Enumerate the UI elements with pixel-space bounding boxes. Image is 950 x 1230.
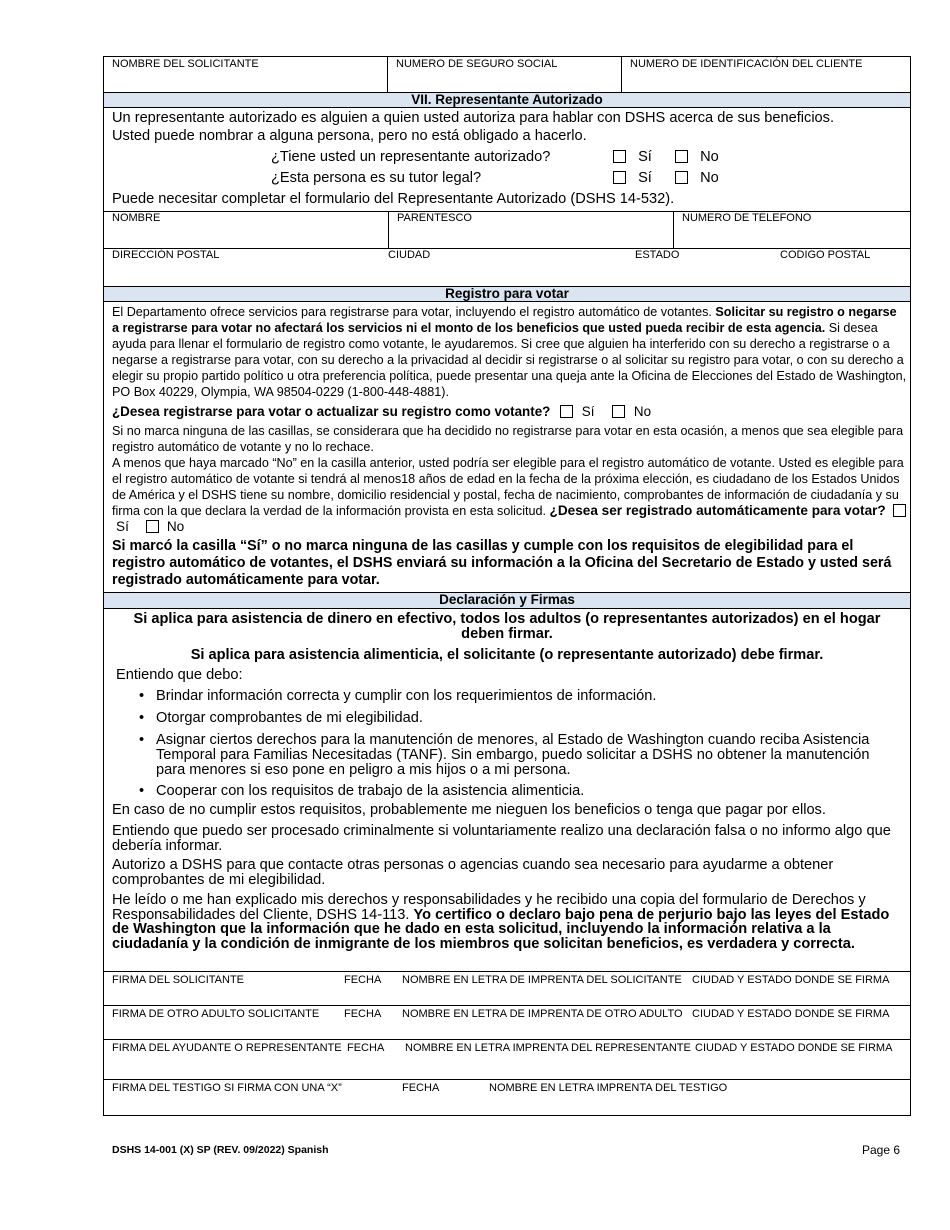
- other-adult-signature-label: FIRMA DE OTRO ADULTO SOLICITANTE: [112, 1008, 320, 1020]
- food-assistance-notice: Si aplica para asistencia alimenticia, el solicitante (o representante autorizado) debe firmar.: [190, 647, 824, 663]
- rep-zip-label: CODIGO POSTAL: [780, 249, 871, 261]
- register-no-checkbox[interactable]: [612, 405, 625, 418]
- applicant-signature-field[interactable]: [104, 972, 910, 1005]
- list-item: • Cooperar con los requisitos de trabajo de la asistencia alimenticia.: [139, 784, 899, 799]
- yes-label: Sí: [581, 404, 595, 419]
- representative-signature-field[interactable]: [104, 1040, 910, 1079]
- has-rep-yes-checkbox[interactable]: [613, 150, 626, 163]
- section-title-voter-registration: Registro para votar: [104, 286, 910, 302]
- sign-location-label: CIUDAD Y ESTADO DONDE SE FIRMA: [692, 1008, 890, 1020]
- print-name-label: NOMBRE EN LETRA DE IMPRENTA DEL SOLICITANTE: [402, 974, 682, 986]
- sign-location-label: CIUDAD Y ESTADO DONDE SE FIRMA: [695, 1042, 893, 1054]
- rep-form-note: Puede necesitar completar el formulario del Representante Autorizado (DSHS 14-532).: [112, 191, 675, 207]
- date-label: FECHA: [344, 974, 382, 986]
- form-id: DSHS 14-001 (X) SP (REV. 09/2022) Spanish: [112, 1144, 329, 1156]
- print-name-label: NOMBRE EN LETRA DE IMPRENTA DE OTRO ADULTO: [402, 1008, 683, 1020]
- rep-relationship-label: PARENTESCO: [397, 212, 472, 224]
- date-label: FECHA: [344, 1008, 382, 1020]
- applicant-name-label: NOMBRE DEL SOLICITANTE: [112, 58, 259, 70]
- register-yes-checkbox[interactable]: [560, 405, 573, 418]
- voter-auto-notice: Si marcó la casilla “Sí” o no marca ninguna de las casillas y cumple con los requisitos de elegibilidad para el registro automático de votantes, el DSHS enviará su información a la Oficina del Secretario de Estado y usted será registrado automáticamente para votar.: [112, 538, 892, 588]
- rep-city-label: CIUDAD: [388, 249, 431, 261]
- rep-question-guardian: ¿Esta persona es su tutor legal?: [271, 170, 482, 186]
- representative-signature-label: FIRMA DEL AYUDANTE O REPRESENTANTE: [112, 1042, 342, 1054]
- witness-signature-field[interactable]: [104, 1080, 910, 1115]
- list-item: • Brindar información correcta y cumplir con los requerimientos de información.: [139, 689, 899, 704]
- no-label: No: [633, 404, 652, 419]
- rep-intro-1: Un representante autorizado es alguien a quien usted autoriza para hablar con DSHS acerca de sus beneficios.: [112, 110, 835, 126]
- has-rep-no-checkbox[interactable]: [675, 150, 688, 163]
- guardian-yes-checkbox[interactable]: [613, 171, 626, 184]
- rep-name-label: NOMBRE: [112, 212, 161, 224]
- rep-phone-label: NUMERO DE TELEFONO: [682, 212, 812, 224]
- rep-question-has-rep: ¿Tiene usted un representante autorizado?: [271, 149, 551, 165]
- date-label: FECHA: [402, 1082, 440, 1094]
- understand-heading: Entiendo que debo:: [116, 667, 243, 683]
- rep-state-label: ESTADO: [635, 249, 680, 261]
- declaration-para-1: En caso de no cumplir estos requisitos, probablemente me nieguen los beneficios o tenga que pagar por ellos.: [112, 802, 826, 818]
- other-adult-signature-field[interactable]: [104, 1006, 910, 1039]
- rep-name-field[interactable]: [104, 212, 388, 248]
- declaration-para-3: Autorizo a DSHS para que contacte otras personas o agencias cuando sea necesario para ayudarme a obtener comprobantes de mi elegibilidad.: [112, 857, 834, 888]
- applicant-signature-label: FIRMA DEL SOLICITANTE: [112, 974, 245, 986]
- guardian-no-checkbox[interactable]: [675, 171, 688, 184]
- rep-relationship-field[interactable]: [389, 212, 673, 248]
- section-title-declaration: Declaración y Firmas: [104, 592, 910, 609]
- applicant-name-field[interactable]: [104, 57, 387, 92]
- voter-register-question: ¿Desea registrarse para votar o actualizar su registro como votante?: [112, 404, 551, 419]
- voter-auto-question: ¿Desea ser registrado automáticamente para votar?: [549, 503, 886, 518]
- list-item: • Asignar ciertos derechos para la manutención de menores, al Estado de Washington cuando reciba Asistencia Temporal para Familias Necesitadas (TANF). Sin embargo, puedo solicitar a DSHS no obtener la manutención para menores si eso pone en peligro a mis hijos o a mi persona.: [139, 733, 899, 778]
- date-label: FECHA: [347, 1042, 385, 1054]
- declaration-para-4: He leído o me han explicado mis derechos y responsabilidades y he recibido una copia del formulario de Derechos y Responsabilidades del Cliente, DSHS 14-113. Yo certifico o declaro bajo pena de perjurio bajo las leyes del Estado de Washington que la información que he dado en esta solicitud, incluyendo la información relativa a la ciudadanía y la condición de inmigrante de los miembros que solicitan beneficios, es verdadera y correcta.: [112, 892, 890, 952]
- rep-intro-2: Usted puede nombrar a alguna persona, pero no está obligado a hacerlo.: [112, 128, 587, 144]
- rep-phone-field[interactable]: [674, 212, 910, 248]
- obligations-list: [139, 689, 899, 799]
- auto-register-yes-checkbox[interactable]: [893, 504, 906, 517]
- section-title-authorized-rep: VII. Representante Autorizado: [104, 92, 910, 108]
- client-id-label: NUMERO DE IDENTIFICACIÓN DEL CLIENTE: [630, 58, 863, 70]
- auto-register-no-checkbox[interactable]: [146, 520, 159, 533]
- voter-auto-eligibility-paragraph: A menos que haya marcado “No” en la casilla anterior, usted podría ser elegible para el registro automático de votante. Usted es elegible para el registro automático de votante si tendrá al menos18 años de edad en la fecha de la próxima elección, es ciudadano de los Estados Unidos de América y el DSHS tiene su nombre, domicilio residencial y postal, fecha de nacimiento, comprobantes de información de ciudadanía y su firma con la que declara la verdad de la información provista en esta solicitud. ¿Desea ser registrado automáticamente para votar? Sí No: [112, 455, 907, 535]
- rep-address-field[interactable]: [104, 249, 910, 285]
- voter-no-box-note: Si no marca ninguna de las casillas, se considerara que ha decidido no registrarse para votar en esta ocasión, a menos que sea elegible para registro automático de votante y no lo rechace.: [112, 424, 904, 454]
- no-label: No: [700, 170, 719, 186]
- rep-address-label: DIRECCIÓN POSTAL: [112, 249, 220, 261]
- voter-intro-paragraph: El Departamento ofrece servicios para registrarse para votar, incluyendo el registro automático de votantes. Solicitar su registro o negarse a registrarse para votar no afectará los servicios ni el monto de los beneficios que usted pueda recibir de esta agencia. Si desea ayuda para llenar el formulario de registro como votante, le ayudaremos. Si cree que alguien ha interferido con su derecho a registrarse o a negarse a registrarse para votar, con su derecho a la privacidad al decidir si registrarse o al solicitar su registro para votar, o con su derecho a elegir su propio partido político u otra preferencia política, puede presentar una queja ante la Oficina de Elecciones del Estado de Washington, PO Box 40229, Olympia, WA 98504-0229 (1-800-448-4881).: [112, 305, 907, 399]
- application-form-page: [103, 56, 911, 1116]
- client-id-field[interactable]: [622, 57, 910, 92]
- no-label: No: [700, 149, 719, 165]
- yes-label: Sí: [116, 519, 129, 534]
- declaration-para-2: Entiendo que puedo ser procesado criminalmente si voluntariamente realizo una declaración falsa o no informo algo que debería informar.: [112, 823, 891, 854]
- page-number: Page 6: [862, 1143, 901, 1157]
- ssn-label: NUMERO DE SEGURO SOCIAL: [396, 58, 558, 70]
- yes-label: Sí: [638, 149, 652, 165]
- cash-assistance-notice: Si aplica para asistencia de dinero en efectivo, todos los adultos (o representantes autorizados) en el hogar deben firmar.: [133, 611, 881, 642]
- ssn-field[interactable]: [388, 57, 621, 92]
- list-item: • Otorgar comprobantes de mi elegibilidad.: [139, 711, 899, 726]
- no-label: No: [166, 519, 185, 534]
- yes-label: Sí: [638, 170, 652, 186]
- print-name-label: NOMBRE EN LETRA IMPRENTA DEL REPRESENTANTE: [405, 1042, 691, 1054]
- print-name-label: NOMBRE EN LETRA IMPRENTA DEL TESTIGO: [489, 1082, 728, 1094]
- sign-location-label: CIUDAD Y ESTADO DONDE SE FIRMA: [692, 974, 890, 986]
- witness-signature-label: FIRMA DEL TESTIGO SI FIRMA CON UNA “X”: [112, 1082, 342, 1094]
